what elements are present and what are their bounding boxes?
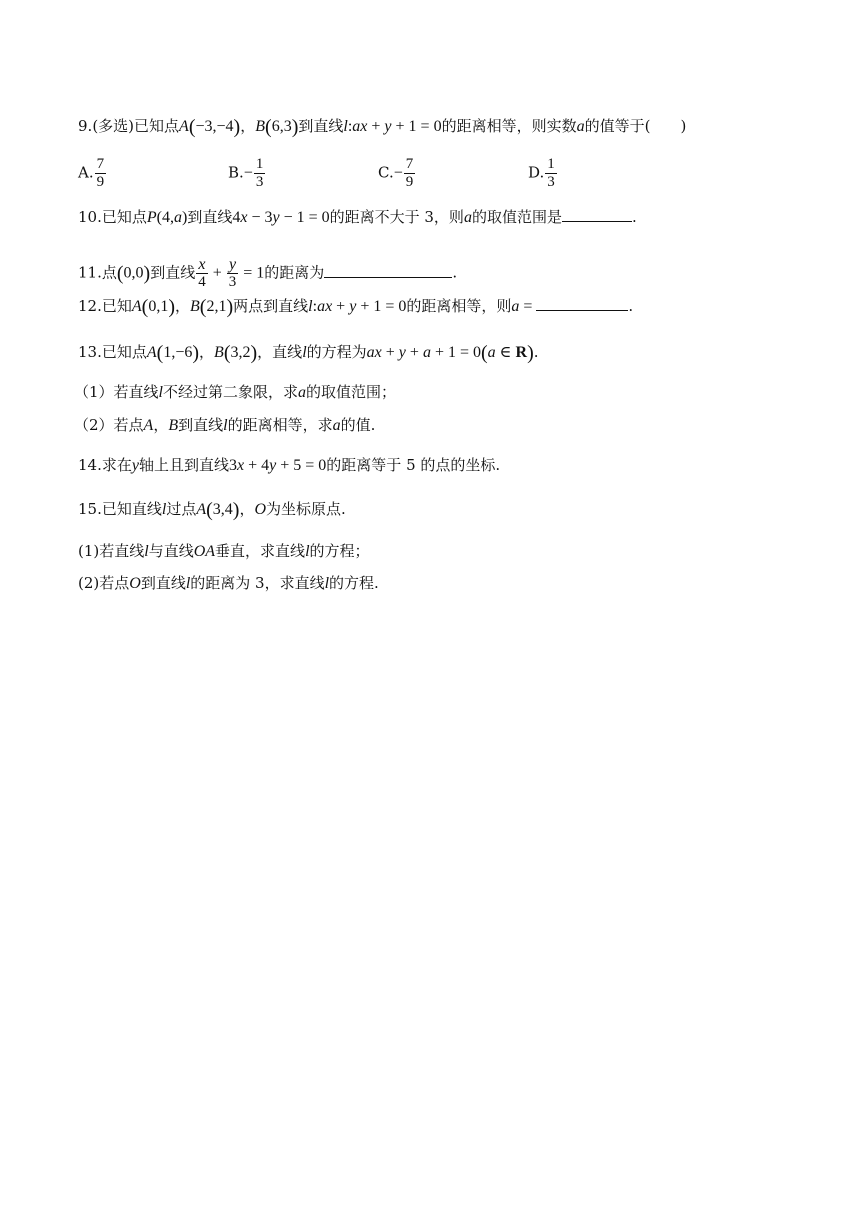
var-y: y: [398, 344, 406, 361]
option-label: C.: [378, 163, 394, 182]
var-a: a: [366, 344, 375, 361]
subpart-text: （1）若直线: [74, 383, 159, 401]
separator: ，: [239, 500, 255, 518]
var-x: x: [240, 209, 248, 226]
q14-number: 14.: [78, 456, 102, 474]
coefficient: 3: [229, 457, 237, 474]
answer-blank[interactable]: [562, 207, 632, 222]
point-a-label: A: [131, 298, 142, 315]
separator: ，: [199, 343, 215, 361]
subpart-text: 垂直，求直线: [215, 542, 306, 560]
var-y: y: [349, 298, 357, 315]
var-y: y: [384, 118, 392, 135]
numerator: 1: [255, 156, 264, 172]
q10-text: 到直线: [187, 208, 233, 226]
operator: +: [332, 298, 350, 315]
question-12: 12.已知A(0,1)，B(2,1)两点到直线l:ax + y + 1 = 0的距离相等，则a = .: [78, 296, 634, 318]
point-a-label: A: [196, 501, 207, 518]
var-a: a: [317, 298, 326, 315]
point-a-coords: 1,−6: [163, 344, 193, 361]
answer-blank[interactable]: [536, 296, 628, 311]
q12-text: 两点到直线: [233, 297, 309, 315]
subpart-text: 与直线: [148, 542, 194, 560]
question-13: 13.已知点A(1,−6)，B(3,2)，直线l的方程为ax + y + a + 1 = 0(a ∈ R).: [78, 342, 539, 364]
subpart-text: 的方程.: [329, 574, 379, 592]
coefficient: − 3: [247, 209, 273, 226]
subpart-text: （2）若点: [74, 416, 144, 434]
q9-text: 的距离相等，则实数: [441, 117, 577, 135]
question-11: 11.点(0,0)到直线 $\frac{x}{4}$ + $\frac{y}{3}$ = 1的距离为 .: [78, 256, 458, 290]
q10-text: 的距离不大于 3，则: [329, 208, 464, 226]
fraction: [545, 156, 557, 191]
question-13-part-1: [74, 382, 396, 403]
equation-rest: − 1 = 0: [279, 209, 330, 226]
coefficient: + 4: [244, 457, 270, 474]
q12-number: 12.: [78, 297, 102, 315]
q10-number: 10.: [78, 208, 102, 226]
subpart-text: 不经过第二象限，求: [163, 383, 299, 401]
fraction: [404, 156, 416, 191]
separator: ，: [153, 416, 169, 434]
var-y: y: [269, 457, 277, 474]
q15-number: 15.: [78, 500, 102, 518]
point-p-label: P: [146, 209, 157, 226]
equation-rest: = 1: [239, 264, 265, 282]
var-a: a: [422, 344, 431, 361]
line-l-label: l: [144, 543, 149, 560]
q11-text: 到直线: [150, 263, 196, 282]
equation-rest: + 1 = 0: [391, 118, 442, 135]
operator: +: [208, 264, 226, 282]
q10-text: 的取值范围是: [471, 208, 562, 226]
var-a: a: [511, 298, 520, 315]
line-l-label: l: [308, 298, 313, 315]
line-l-label: l: [158, 384, 163, 401]
fraction: [196, 256, 208, 291]
q15-text: 过点: [166, 500, 197, 518]
denominator: 3: [255, 174, 264, 190]
var-a: a: [352, 118, 361, 135]
separator: ，: [175, 297, 191, 315]
point-a-coords: 3,4: [212, 501, 233, 518]
option-c: [378, 156, 416, 191]
denominator: 9: [405, 174, 414, 190]
point-b-label: B: [255, 118, 266, 135]
operator: +: [381, 344, 399, 361]
q9-text: 到直线: [298, 117, 344, 135]
segment-oa-label: OA: [193, 543, 216, 560]
q13-text: ，直线: [257, 343, 303, 361]
line-l-label: l: [302, 344, 307, 361]
point-b-label: B: [168, 417, 179, 434]
q14-text: 轴上且到直线: [138, 456, 229, 474]
var-x: x: [360, 118, 368, 135]
var-y: y: [272, 209, 280, 226]
q14-text: 的距离等于 5 的点的坐标.: [326, 456, 501, 474]
q15-text: 已知直线: [101, 500, 162, 518]
point-b-coords: 2,1: [206, 298, 227, 315]
equals-sign: =: [519, 298, 537, 315]
subpart-text: 到直线: [140, 574, 186, 592]
period: .: [628, 297, 634, 315]
point-a-label: A: [179, 118, 189, 135]
numerator: y: [227, 256, 239, 274]
line-l-label: l: [185, 575, 191, 592]
point-a-coords: 0,1: [148, 298, 169, 315]
var-a: a: [332, 417, 341, 434]
subpart-text: 的值.: [340, 416, 376, 434]
var-x: x: [237, 457, 245, 474]
point-a-label: A: [143, 417, 154, 434]
coefficient: 4: [232, 209, 241, 226]
q9-tag: (多选): [92, 117, 135, 135]
subpart-text: 的取值范围；: [306, 383, 397, 401]
q11-text: 的距离为: [264, 263, 325, 282]
q13-text: 的方程为: [306, 343, 367, 361]
var-a: a: [487, 344, 496, 361]
point-a-coords: −3,−4: [195, 118, 234, 135]
subpart-text: (2)若点: [78, 574, 130, 592]
denominator: 4: [198, 274, 206, 290]
equation-rest: + 1 = 0: [430, 344, 481, 361]
var-a: a: [576, 118, 585, 135]
line-l-label: l: [223, 417, 228, 434]
question-13-part-2: [74, 415, 375, 436]
numerator: x: [196, 256, 208, 274]
point-b-coords: 3,2: [230, 344, 251, 361]
point-b-label: B: [190, 298, 200, 315]
period: .: [533, 343, 539, 361]
line-l-label: l: [161, 501, 167, 518]
point-a-label: A: [146, 344, 157, 361]
origin-coords: 0,0: [123, 264, 144, 282]
numerator: 1: [547, 156, 555, 172]
q14-text: 求在: [101, 456, 132, 474]
q11-number: 11.: [78, 263, 102, 282]
q10-text: 已知点: [101, 208, 147, 226]
origin-label: O: [129, 575, 141, 592]
q9-number: 9.: [78, 117, 93, 135]
q13-text: 已知点: [101, 343, 147, 361]
q12-text: 已知: [101, 297, 132, 315]
var-x: x: [374, 344, 382, 361]
close-paren: ): [680, 117, 687, 135]
period: .: [631, 208, 637, 226]
option-sign: −: [393, 164, 403, 182]
line-l-label: l: [343, 118, 348, 135]
point-b-label: B: [214, 344, 224, 361]
reals-symbol: R: [515, 344, 528, 361]
point-b-coords: 6,3: [271, 118, 292, 135]
var-a: a: [298, 384, 307, 401]
option-label: A.: [78, 163, 94, 182]
denominator: 3: [228, 274, 237, 290]
q9-text: 已知点: [134, 117, 180, 135]
origin-label: O: [254, 501, 267, 518]
var-x: x: [325, 298, 333, 315]
question-9: 9.(多选)已知点A(−3,−4)，B(6,3)到直线l:ax + y + 1 = 0的距离相等，则实数a的值等于( ): [78, 116, 687, 138]
element-of: ∈: [495, 344, 516, 361]
q9-text: 的值等于(: [584, 117, 651, 135]
option-b: [228, 156, 266, 191]
line-l-label: l: [305, 543, 310, 560]
option-label: D.: [528, 163, 545, 182]
option-sign: −: [243, 164, 253, 182]
colon: :: [347, 118, 353, 135]
subpart-text: 的方程；: [309, 542, 370, 560]
option-a: [78, 156, 107, 191]
subpart-text: 的距离相等，求: [227, 416, 333, 434]
separator: ，: [240, 117, 256, 135]
fraction: [95, 156, 107, 191]
q13-number: 13.: [78, 343, 102, 361]
operator: +: [405, 344, 423, 361]
question-10: [78, 207, 637, 228]
numerator: 7: [96, 156, 105, 172]
var-a: a: [173, 209, 182, 226]
option-label: B.: [228, 163, 244, 182]
line-l-label: l: [324, 575, 330, 592]
period: .: [452, 263, 458, 282]
equation-rest: + 1 = 0: [356, 298, 407, 315]
denominator: 3: [547, 174, 555, 190]
subpart-text: 到直线: [178, 416, 224, 434]
question-15-part-1: [78, 541, 370, 562]
q15-text: 为坐标原点.: [266, 500, 346, 518]
question-14: [78, 455, 500, 476]
question-15: 15.已知直线l过点A(3,4)，O为坐标原点.: [78, 499, 346, 521]
var-y: y: [131, 457, 139, 474]
question-15-part-2: [78, 573, 379, 594]
subpart-text: 的距离为 3，求直线: [190, 574, 325, 592]
answer-blank[interactable]: [324, 263, 452, 278]
q11-text: 点: [101, 263, 117, 282]
subpart-text: (1)若直线: [78, 542, 145, 560]
operator: +: [367, 118, 385, 135]
q12-text: 的距离相等，则: [406, 297, 512, 315]
denominator: 9: [96, 174, 105, 190]
var-a: a: [463, 209, 472, 226]
coords-part: (4,: [156, 209, 174, 226]
coords-part: ): [181, 209, 188, 226]
option-d: [528, 156, 558, 191]
colon: :: [312, 298, 318, 315]
fraction: [227, 256, 239, 291]
numerator: 7: [405, 156, 414, 172]
fraction: [254, 156, 266, 191]
equation-rest: + 5 = 0: [276, 457, 327, 474]
